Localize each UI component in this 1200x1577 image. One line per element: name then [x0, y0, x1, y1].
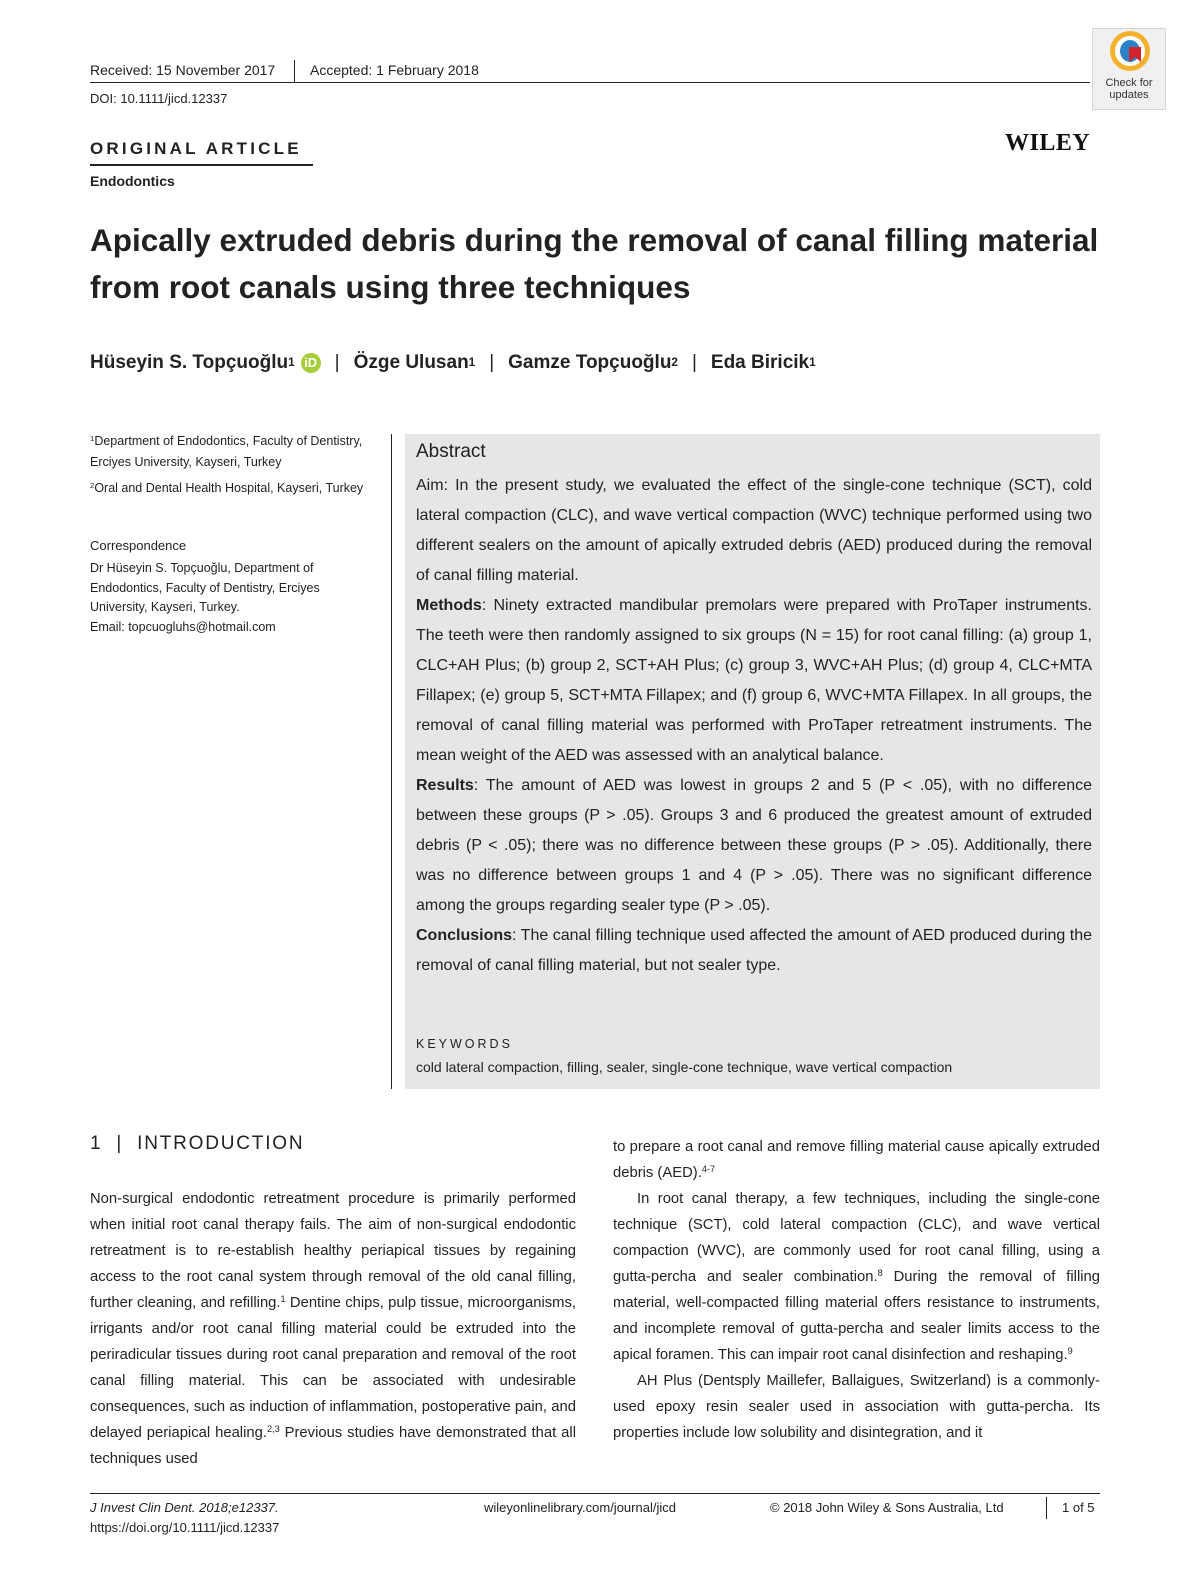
affiliation-text: Department of Endodontics, Faculty of Dentistry, Erciyes University, Kayseri, Turkey: [90, 434, 363, 469]
methods-label: Methods: [416, 597, 482, 614]
affiliation-number: 1: [90, 433, 95, 443]
check-updates-icon: [1110, 31, 1150, 71]
paragraph-text: Dentine chips, pulp tissue, microorganisms, irrigants and/or root canal filling material could be extruded into the periradicular tissues during root canal preparation and removal of the root canal filling material. This can be associated with undesirable consequences, such as induction of inflammation, postoperative pain, and delayed periapical healing.: [90, 1295, 576, 1441]
keywords-list: cold lateral compaction, filling, sealer, single-cone technique, wave vertical compaction: [416, 1059, 953, 1075]
publisher-logo: WILEY: [1005, 130, 1091, 156]
author-name[interactable]: Hüseyin S. Topçuoğlu: [90, 352, 289, 373]
citation[interactable]: 1: [280, 1293, 286, 1304]
correspondence-email[interactable]: Email: topcuogluhs@hotmail.com: [90, 619, 276, 634]
methods-text: : Ninety extracted mandibular premolars were prepared with ProTaper instruments. The teeth were then randomly assigned to six groups (N = 15) for root canal filling: (a) group 1, CLC+AH Plus; (b) group 2, SCT+AH Plus; (c) group 3, WVC+AH Plus; (d) group 4, CLC+MTA Fillapex; (e) group 5, SCT+MTA Fillapex; and (f) group 6, WVC+MTA Fillapex. In all groups, the removal of canal filling material was performed with ProTaper retreatment instruments. The mean weight of the AED was assessed with an analytical balance.: [416, 597, 1092, 764]
accepted-date: Accepted: 1 February 2018: [310, 62, 479, 78]
citation[interactable]: 8: [877, 1267, 883, 1278]
correspondence-text: [90, 559, 370, 637]
abstract-divider: [391, 434, 392, 1089]
doi-link[interactable]: https://doi.org/10.1111/jicd.12337: [90, 1520, 280, 1535]
results-text: : The amount of AED was lowest in groups 2 and 5 (P < .05), with no difference between these groups (P > .05). Groups 3 and 6 produced the greatest amount of extruded debris (P < .05); there was no difference between these groups (P > .05). Additionally, there was no difference between groups 1 and 4 (P > .05). There was no significant difference among the groups regarding sealer type (P > .05).: [416, 777, 1092, 914]
results-label: Results: [416, 777, 474, 794]
author-separator: |: [334, 352, 340, 373]
article-type: ORIGINAL ARTICLE: [90, 139, 302, 158]
aim-label: Aim: [416, 477, 444, 494]
abstract-conclusions: [416, 921, 1092, 981]
abstract-results: [416, 771, 1092, 921]
section-number: 1: [90, 1133, 103, 1154]
citation[interactable]: 9: [1067, 1345, 1073, 1356]
author-name[interactable]: Eda Biricik: [710, 352, 810, 373]
paragraph: [613, 1368, 1100, 1446]
affiliation-text: Oral and Dental Health Hospital, Kayseri, Turkey: [94, 481, 364, 495]
abstract-heading: Abstract: [416, 441, 486, 462]
author-separator: |: [691, 352, 697, 373]
section-heading: [90, 1133, 304, 1155]
paragraph-text: AH Plus (Dentsply Maillefer, Ballaigues, Switzerland) is a commonly-used epoxy resin sealer used in association with gutta-percha. Its properties include low solubility and disintegration, and it: [613, 1373, 1100, 1441]
section-separator: |: [116, 1133, 124, 1154]
footer-rule: [90, 1493, 1100, 1494]
affiliation: [90, 478, 370, 499]
header-separator: [294, 60, 295, 82]
section-title: INTRODUCTION: [137, 1133, 305, 1154]
check-for-updates-badge[interactable]: [1092, 28, 1166, 110]
article-title: Apically extruded debris during the removal of canal filling material from root canals using three techniques: [90, 222, 1099, 305]
paragraph-text: to prepare a root canal and remove filling material cause apically extruded debris (AED).: [613, 1139, 1100, 1181]
abstract-methods: [416, 591, 1092, 771]
journal-citation: J Invest Clin Dent. 2018;e12337.: [90, 1500, 279, 1515]
intro-right-column: [613, 1134, 1100, 1446]
aim-text: : In the present study, we evaluated the effect of the single-cone technique (SCT), cold lateral compaction (CLC), and wave vertical compaction (WVC) technique performed using two different sealers on the amount of apically extruded debris (AED) produced during the removal of canal filling material.: [416, 477, 1092, 584]
abstract-body: [416, 471, 1092, 981]
page-number: 1 of 5: [1062, 1500, 1095, 1515]
correspondence-heading: Correspondence: [90, 538, 187, 553]
author-list: Hüseyin S. Topçuoğlu 1 iD | Özge Ulusan 1 | Gamze Topçuoğlu 2 | Eda Biricik 1: [90, 352, 816, 373]
received-date: Received: 15 November 2017: [90, 62, 276, 78]
article-section: Endodontics: [90, 173, 175, 189]
author-separator: |: [489, 352, 495, 373]
journal-website[interactable]: wileyonlinelibrary.com/journal/jicd: [484, 1500, 676, 1515]
abstract-aim: [416, 471, 1092, 591]
paragraph: [90, 1186, 576, 1472]
article-type-underline: [90, 164, 313, 166]
check-updates-label: Check for updates: [1105, 77, 1153, 101]
affiliation: [90, 431, 370, 472]
paragraph-text: Non-surgical endodontic retreatment procedure is primarily performed when initial root canal therapy fails. The aim of non-surgical endodontic retreatment is to re-establish healthy periapical tissues by regaining access to the root canal system through removal of the old canal filling, further cleaning, and refilling.: [90, 1191, 576, 1311]
doi[interactable]: DOI: 10.1111/jicd.12337: [90, 91, 228, 106]
orcid-icon[interactable]: iD: [301, 353, 321, 373]
keywords-heading: KEYWORDS: [416, 1037, 513, 1051]
author-name[interactable]: Gamze Topçuoğlu: [508, 352, 672, 373]
footer-separator: [1046, 1497, 1047, 1519]
paragraph-text: Previous studies have demonstrated that all techniques used: [90, 1425, 576, 1467]
citation[interactable]: 4-7: [701, 1163, 716, 1174]
author-name[interactable]: Özge Ulusan: [353, 352, 469, 373]
correspondence-address: Dr Hüseyin S. Topçuoğlu, Department of Endodontics, Faculty of Dentistry, Erciyes University, Kayseri, Turkey.: [90, 561, 320, 614]
paragraph-text: During the removal of filling material, well-compacted filling material offers resistance to instruments, and incomplete removal of gutta-percha and sealer limits access to the apical foramen. This can impair root canal disinfection and reshaping.: [613, 1269, 1100, 1363]
header-rule: [90, 82, 1090, 83]
conclusions-text: : The canal filling technique used affected the amount of AED produced during the removal of canal filling material, but not sealer type.: [416, 927, 1092, 974]
affiliation-number: 2: [90, 480, 95, 490]
copyright: © 2018 John Wiley & Sons Australia, Ltd: [770, 1500, 1004, 1515]
paragraph: [613, 1134, 1100, 1186]
intro-left-column: [90, 1186, 576, 1472]
paragraph: [613, 1186, 1100, 1368]
citation[interactable]: 2,3: [266, 1423, 280, 1434]
conclusions-label: Conclusions: [416, 927, 513, 944]
paragraph-text: In root canal therapy, a few techniques, including the single-cone technique (SCT), cold lateral compaction (CLC), and wave vertical compaction (WVC), are commonly used for root canal filling, using a gutta-percha and sealer combination.: [613, 1191, 1100, 1285]
